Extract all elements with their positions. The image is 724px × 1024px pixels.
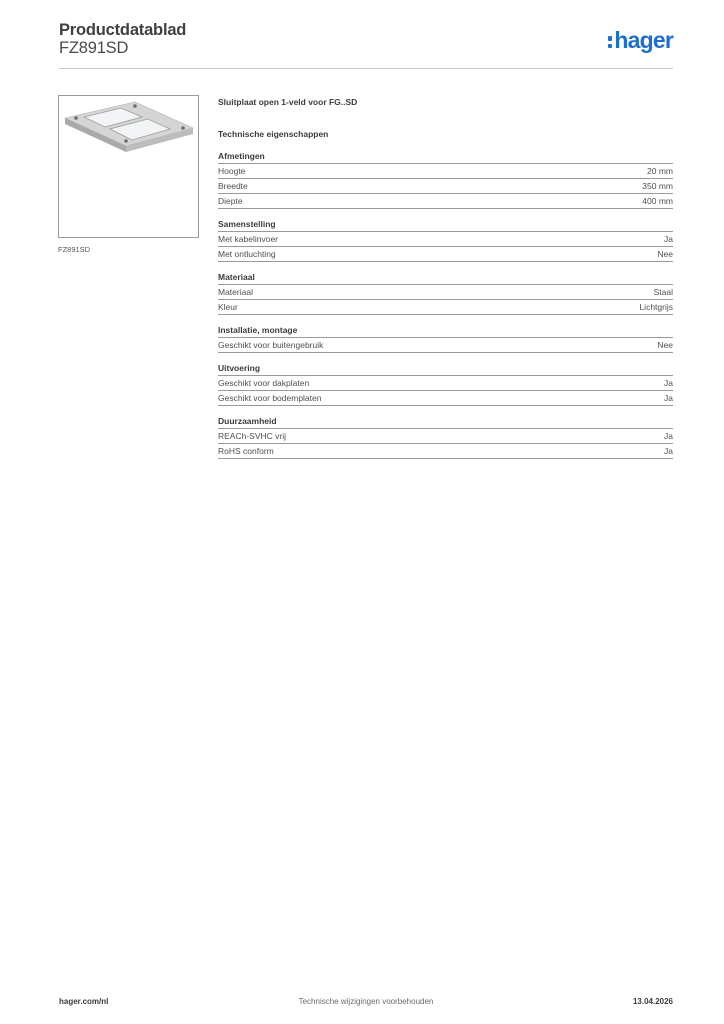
product-image <box>58 95 199 238</box>
spec-value: 400 mm <box>642 196 673 206</box>
spec-label: Hoogte <box>218 166 246 176</box>
spec-value: Ja <box>664 378 673 388</box>
spec-row <box>218 391 673 406</box>
spec-value: Ja <box>664 446 673 456</box>
product-code: FZ891SD <box>59 39 129 57</box>
section-title: Samenstelling <box>218 218 673 232</box>
spec-section <box>218 324 673 353</box>
spec-row <box>218 247 673 262</box>
specification-panel <box>218 95 673 468</box>
technical-properties-title: Technische eigenschappen <box>218 129 329 139</box>
spec-label: Diepte <box>218 196 243 206</box>
product-name: Sluitplaat open 1-veld voor FG..SD <box>218 97 358 107</box>
spec-value: Nee <box>657 340 673 350</box>
spec-row <box>218 232 673 247</box>
spec-value: Nee <box>657 249 673 259</box>
header-divider <box>59 68 673 69</box>
spec-value: Ja <box>664 393 673 403</box>
logo-colon-icon <box>608 36 613 48</box>
section-title: Installatie, montage <box>218 324 673 338</box>
spec-value: 20 mm <box>647 166 673 176</box>
spec-value: Ja <box>664 431 673 441</box>
footer-disclaimer: Technische wijzigingen voorbehouden <box>298 997 434 1006</box>
spec-section <box>218 271 673 315</box>
spec-label: Geschikt voor buitengebruik <box>218 340 324 350</box>
spec-row <box>218 376 673 391</box>
spec-row <box>218 179 673 194</box>
document-title: Productdatablad <box>59 21 187 39</box>
spec-label: Materiaal <box>218 287 253 297</box>
spec-label: RoHS conform <box>218 446 274 456</box>
spec-row <box>218 444 673 459</box>
spec-section <box>218 415 673 459</box>
spec-sections <box>218 150 673 459</box>
page-header <box>59 20 673 70</box>
section-title: Afmetingen <box>218 150 673 164</box>
section-title: Duurzaamheid <box>218 415 673 429</box>
spec-label: Geschikt voor dakplaten <box>218 378 310 388</box>
footer-website-link[interactable]: hager.com/nl <box>59 997 109 1006</box>
spec-value: Lichtgrijs <box>639 302 673 312</box>
image-caption: FZ891SD <box>58 245 91 254</box>
spec-section <box>218 362 673 406</box>
hager-logo <box>608 28 673 52</box>
spec-label: REACh-SVHC vrij <box>218 431 287 441</box>
footer-date: 13.04.2026 <box>632 997 673 1006</box>
spec-section <box>218 218 673 262</box>
page-footer <box>59 997 673 1011</box>
spec-row <box>218 164 673 179</box>
spec-row <box>218 285 673 300</box>
closing-plate-illustration <box>63 100 194 233</box>
spec-label: Met ontluchting <box>218 249 276 259</box>
logo-text: hager <box>614 27 673 53</box>
spec-label: Breedte <box>218 181 248 191</box>
spec-row <box>218 429 673 444</box>
spec-row <box>218 300 673 315</box>
spec-row <box>218 194 673 209</box>
spec-label: Geschikt voor bodemplaten <box>218 393 322 403</box>
spec-value: 350 mm <box>642 181 673 191</box>
spec-label: Met kabelinvoer <box>218 234 279 244</box>
spec-row <box>218 338 673 353</box>
spec-value: Staal <box>653 287 673 297</box>
section-title: Materiaal <box>218 271 673 285</box>
spec-value: Ja <box>664 234 673 244</box>
spec-label: Kleur <box>218 302 238 312</box>
section-title: Uitvoering <box>218 362 673 376</box>
spec-section <box>218 150 673 209</box>
